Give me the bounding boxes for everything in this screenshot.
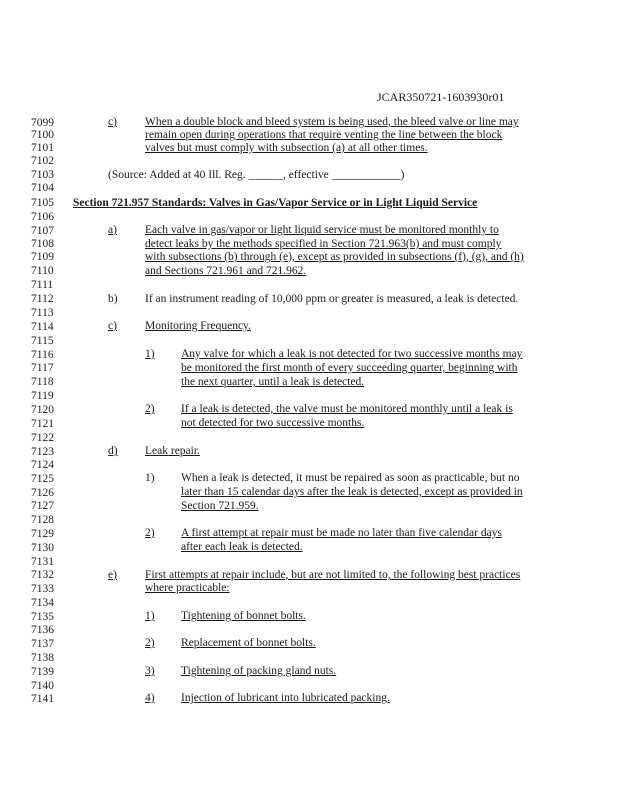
line-number: 7106 [31,211,54,223]
body-text-line: detect leaks by the methods specified in Section 721.963(b) and must comply [145,238,502,250]
line-number: 7133 [31,583,54,595]
document-header-code: JCAR350721-1603930r01 [377,90,505,104]
line-number: 7138 [31,652,54,664]
body-text-line: later than 15 calendar days after the leak is detected, except as provided in [181,486,523,498]
line-number: 7110 [31,265,54,277]
body-text-line: not detected for two successive months. [181,417,365,429]
line-number: 7118 [31,376,54,388]
line-number: 7131 [31,556,54,568]
body-text-line: Replacement of bonnet bolts. [181,637,316,649]
line-number: 7099 [31,117,54,129]
body-text-line: where practicable: [145,582,230,594]
line-number: 7104 [31,182,54,194]
body-text-line: First attempts at repair include, but are not limited to, the following best practices [145,569,521,581]
item-label: 3) [145,665,155,677]
subsection-title: Leak repair. [145,445,200,457]
item-label: 2) [145,527,155,539]
line-number: 7135 [31,611,54,623]
item-label: 1) [145,472,155,484]
body-text-line: Injection of lubricant into lubricated packing. [181,692,390,704]
item-label: 4) [145,692,155,704]
line-number: 7127 [31,500,54,512]
line-number: 7140 [31,680,54,692]
line-number: 7115 [31,335,54,347]
item-label: 2) [145,403,155,415]
line-number: 7129 [31,528,54,540]
line-number: 7111 [31,279,54,291]
line-number: 7141 [31,693,54,705]
line-number: 7103 [31,169,54,181]
line-number: 7116 [31,349,54,361]
line-number: 7122 [31,432,54,444]
item-label: 1) [145,348,155,360]
body-text-line: When a leak is detected, it must be repaired as soon as practicable, but no [181,472,520,484]
subsection-label: c) [108,116,117,128]
item-label: 1) [145,610,155,622]
body-text-line: If a leak is detected, the valve must be monitored monthly until a leak is [181,403,513,415]
body-text-line: Each valve in gas/vapor or light liquid service must be monitored monthly to [145,224,499,236]
line-number: 7121 [31,418,54,430]
body-text-line: Any valve for which a leak is not detected for two successive months may [181,348,523,360]
body-text-line: remain open during operations that require venting the line between the block [145,129,503,141]
line-number: 7134 [31,597,54,609]
body-text-line: the next quarter, until a leak is detected. [181,376,365,388]
subsection-label: c) [108,320,117,332]
line-number: 7136 [31,624,54,636]
line-number: 7112 [31,293,54,305]
line-number: 7139 [31,666,54,678]
line-number: 7126 [31,487,54,499]
body-text-line: valves but must comply with subsection (a) at all other times. [145,142,428,154]
body-text-line: after each leak is detected. [181,541,303,553]
body-text-line: A first attempt at repair must be made no later than five calendar days [181,527,502,539]
line-number: 7119 [31,390,54,402]
subsection-label: e) [108,569,117,581]
line-number: 7114 [31,321,54,333]
line-number: 7125 [31,473,54,485]
line-number: 7137 [31,638,54,650]
body-text-line: If an instrument reading of 10,000 ppm or greater is measured, a leak is detected. [145,293,519,305]
line-number: 7101 [31,142,54,154]
source-note: (Source: Added at 40 Ill. Reg. ______, effective ____________) [108,169,405,181]
line-number: 7123 [31,446,54,458]
line-number: 7113 [31,307,54,319]
subsection-title: Monitoring Frequency. [145,320,251,332]
body-text-line: Tightening of bonnet bolts. [181,610,306,622]
line-number: 7117 [31,362,54,374]
line-number: 7107 [31,225,54,237]
line-number: 7109 [31,251,54,263]
line-number: 7120 [31,404,54,416]
body-text-line: Tightening of packing gland nuts. [181,665,337,677]
body-text-line: be monitored the first month of every succeeding quarter, beginning with [181,362,518,374]
line-number: 7102 [31,155,54,167]
subsection-label: b) [108,293,118,305]
item-label: 2) [145,637,155,649]
line-number: 7124 [31,459,54,471]
line-number: 7128 [31,514,54,526]
line-number: 7108 [31,238,54,250]
subsection-label: d) [108,445,118,457]
body-text-line: Section 721.959. [181,500,259,512]
section-heading: Section 721.957 Standards: Valves in Gas/Vapor Service or in Light Liquid Service [73,197,478,209]
line-number: 7132 [31,569,54,581]
line-number: 7130 [31,542,54,554]
line-number: 7100 [31,129,54,141]
body-text-line: When a double block and bleed system is being used, the bleed valve or line may [145,116,519,128]
body-text-line: and Sections 721.961 and 721.962. [145,265,307,277]
body-text-line: with subsections (b) through (e), except as provided in subsections (f), (g), and (h) [145,251,524,263]
subsection-label: a) [108,224,117,236]
line-number: 7105 [31,197,54,209]
